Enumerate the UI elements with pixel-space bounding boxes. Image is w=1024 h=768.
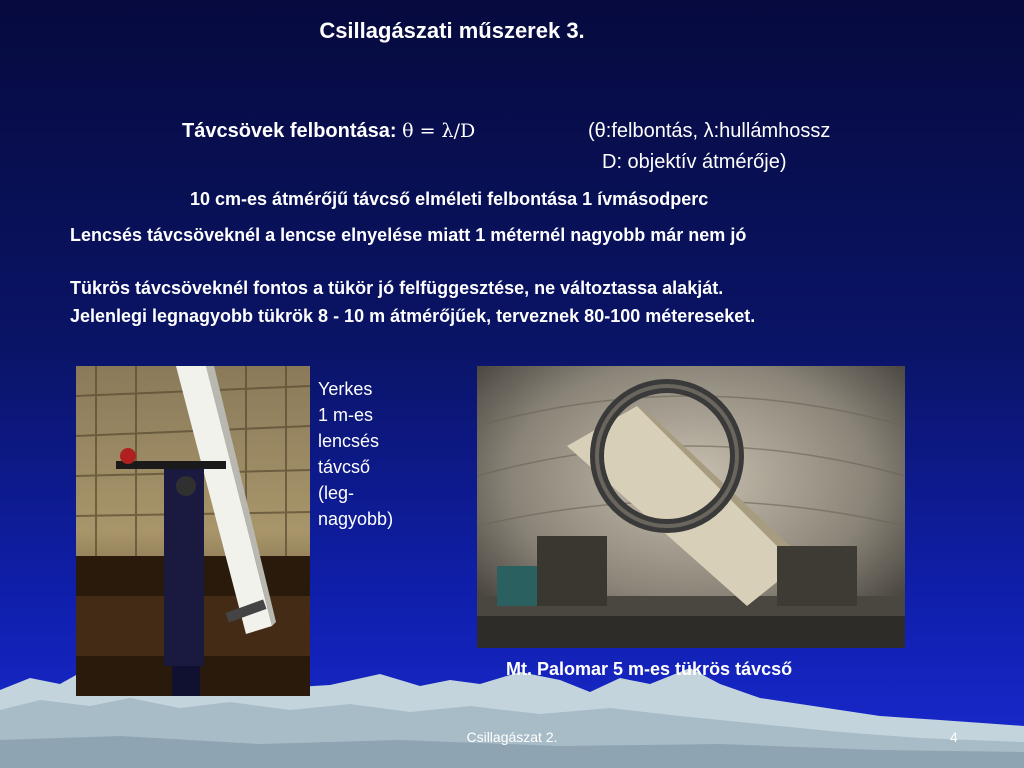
yerkes-caption-line-1: Yerkes [318,379,373,399]
resolution-label: Távcsövek felbontása: [182,120,397,142]
palomar-caption: Mt. Palomar 5 m-es tükrös távcső [506,659,793,679]
statement-resolution-10cm: 10 cm-es átmérőjű távcső elméleti felbontása 1 ívmásodperc [190,189,709,209]
yerkes-caption-line-6: nagyobb) [318,509,394,529]
yerkes-caption-line-4: távcső [318,457,371,477]
formula-legend-line-1: (θ:felbontás, λ:hullámhossz [588,120,831,142]
yerkes-caption-line-2: 1 m-es [318,405,374,425]
resolution-formula: θ = λ/D [402,120,476,142]
statement-mirror-mounting: Tükrös távcsöveknél fontos a tükör jó felfüggesztése, ne változtassa alakját. [70,278,724,298]
footer-title: Csillagászat 2. [466,729,558,745]
palomar-telescope-photo [477,366,905,648]
yerkes-telescope-photo [76,366,310,696]
statement-lens-telescopes: Lencsés távcsöveknél a lencse elnyelése miatt 1 méternél nagyobb már nem jó [70,225,747,245]
formula-legend-line-2: D: objektív átmérője) [602,151,787,173]
yerkes-caption-line-3: lencsés [318,431,380,451]
statement-largest-mirrors: Jelenlegi legnagyobb tükrök 8 - 10 m átmérőjűek, terveznek 80-100 métereseket. [70,306,756,326]
resolution-formula-line [182,120,475,143]
yerkes-caption [318,376,393,532]
slide-title: Csillagászati műszerek 3. [319,18,585,43]
page-number: 4 [950,729,958,745]
yerkes-caption-line-5: (leg- [318,483,355,503]
